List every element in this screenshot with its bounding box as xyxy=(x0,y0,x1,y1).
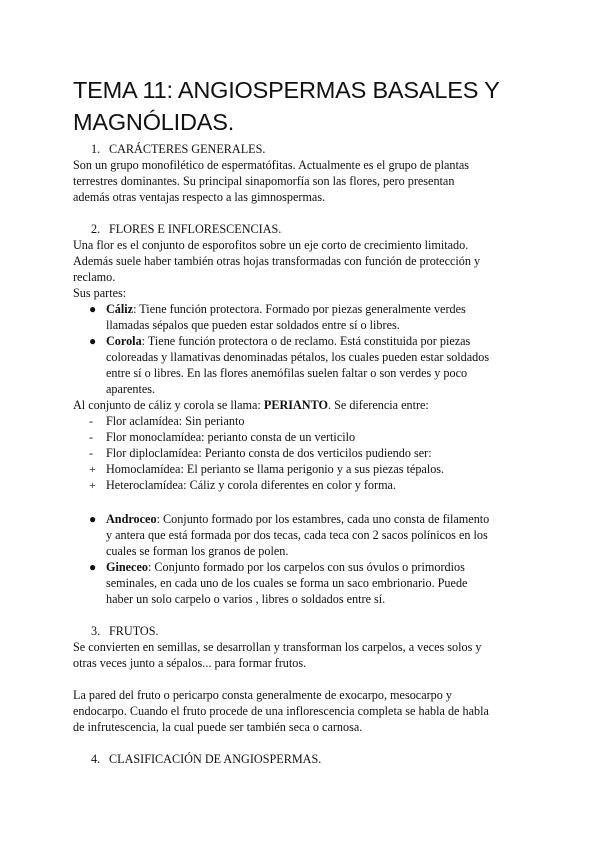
list-item-homoclamidea: Homoclamídea: El perianto se llama perigonio y a sus piezas tépalos. xyxy=(106,462,445,476)
list-item-line: entre sí o libres. En las flores anemófilas suelen faltar o son verdes y poco xyxy=(106,366,468,380)
bullet-icon: ● xyxy=(89,560,97,574)
section-heading-1: 1. CARÁCTERES GENERALES. xyxy=(91,142,266,156)
section-heading-4: 4. CLASIFICACIÓN DE ANGIOSPERMAS. xyxy=(91,752,322,766)
paragraph-line: Son un grupo monofilético de espermatófitas. Actualmente es el grupo de plantas xyxy=(73,158,469,172)
bullet-icon: ● xyxy=(89,334,97,348)
section-heading-3: 3. FRUTOS. xyxy=(91,624,159,638)
list-item-line: y antera que está formada por dos tecas, cada teca con 2 sacos polínicos en los xyxy=(106,528,488,542)
list-item-monoclamidea: Flor monoclamídea: perianto consta de un verticilo xyxy=(106,430,356,444)
list-item-heteroclamidea: Heteroclamídea: Cáliz y corola diferentes en color y forma. xyxy=(106,478,397,492)
list-item-gineceo: Gineceo: Conjunto formado por los carpelos con sus óvulos o primordios xyxy=(106,560,465,574)
list-item-line: seminales, en cada uno de los cuales se forma un saco embrionario. Puede xyxy=(106,576,468,590)
list-item-line: aparentes. xyxy=(106,382,156,396)
plus-marker: + xyxy=(89,462,96,476)
paragraph-line: Se convierten en semillas, se desarrollan y transforman los carpelos, a veces solos y xyxy=(73,640,482,654)
dash-marker: - xyxy=(89,446,93,460)
paragraph-line: Además suele haber también otras hojas transformadas con función de protección y xyxy=(73,254,481,268)
list-item-corola: Corola: Tiene función protectora o de reclamo. Está constituida por piezas xyxy=(106,334,471,348)
paragraph-line: endocarpo. Cuando el fruto procede de una inflorescencia completa se habla de habla xyxy=(73,704,489,718)
plus-marker: + xyxy=(89,478,96,492)
list-item-diploclamidea: Flor diploclamídea: Perianto consta de dos verticilos pudiendo ser: xyxy=(106,446,432,460)
paragraph-line: además otras ventajas respecto a las gimnospermas. xyxy=(73,190,326,204)
paragraph-line: La pared del fruto o pericarpo consta generalmente de exocarpo, mesocarpo y xyxy=(73,688,452,702)
dash-marker: - xyxy=(89,430,93,444)
bullet-icon: ● xyxy=(89,302,97,316)
page-title: TEMA 11: ANGIOSPERMAS BASALES Y MAGNÓLIDAS. xyxy=(73,77,500,135)
list-item-androceo: Androceo: Conjunto formado por los estambres, cada uno consta de filamento xyxy=(106,512,490,526)
dash-marker: - xyxy=(89,414,93,428)
list-item-aclamidea: Flor aclamídea: Sin perianto xyxy=(106,414,245,428)
section-heading-2: 2. FLORES E INFLORESCENCIAS. xyxy=(91,222,282,236)
bullet-icon: ● xyxy=(89,512,97,526)
paragraph-line: de infrutescencia, la cual puede ser también seca o carnosa. xyxy=(73,720,363,734)
list-item-line: cuales se forman los granos de polen. xyxy=(106,544,289,558)
perianto-line: Al conjunto de cáliz y corola se llama: PERIANTO. Se diferencia entre: xyxy=(73,398,429,412)
paragraph-line: reclamo. xyxy=(73,270,116,284)
paragraph-line: otras veces junto a sépalos... para formar frutos. xyxy=(73,656,307,670)
list-item-caliz: Cáliz: Tiene función protectora. Formado por piezas generalmente verdes xyxy=(106,302,466,316)
paragraph-line: Sus partes: xyxy=(73,286,127,300)
list-item-line: coloreadas y llamativas denominadas pétalos, los cuales pueden estar soldados xyxy=(106,350,490,364)
paragraph-line: Una flor es el conjunto de esporofitos sobre un eje corto de crecimiento limitado. xyxy=(73,238,469,252)
paragraph-line: terrestres dominantes. Su principal sinapomorfía son las flores, pero presentan xyxy=(73,174,455,188)
list-item-line: haber un solo carpelo o varios , libres o soldados entre sí. xyxy=(106,592,386,606)
list-item-line: llamadas sépalos que pueden estar soldados entre sí o libres. xyxy=(106,318,400,332)
